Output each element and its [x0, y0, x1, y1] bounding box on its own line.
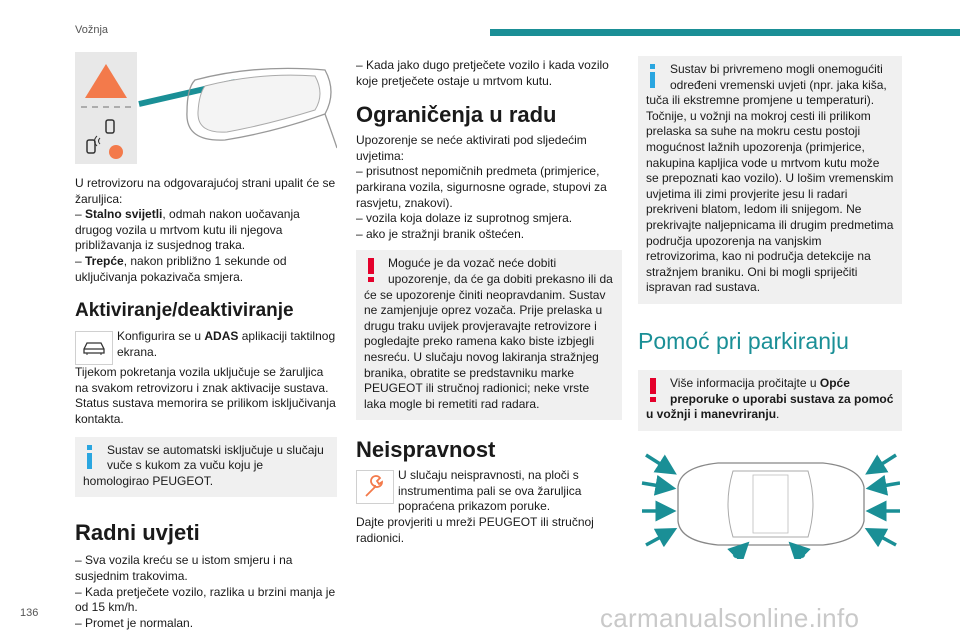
parking-warning-box: Više informacija pročitajte u Opće preporuke o uporabi sustava za pomoć u vožnji i manevriranju. — [638, 370, 902, 431]
heading-conditions: Radni uvjeti — [75, 520, 200, 546]
page-number: 136 — [20, 607, 39, 619]
limit-3: – ako je stražnji branik oštećen. — [356, 226, 525, 241]
item-steady: – Stalno svijetli, odmah nakon uočavanja drugog vozila u mrtvom kutu ili njegova približavanja iz susjednog traka. — [75, 207, 300, 253]
heading-limits: Ograničenja u radu — [356, 102, 557, 128]
exclamation-icon — [364, 256, 386, 286]
exclamation-icon — [646, 376, 668, 406]
limits-intro: Upozorenje se neće aktivirati pod sljedećim uvjetima: — [356, 133, 587, 163]
fault-text-2: Dajte provjeriti u mreži PEUGEOT ili stručnoj radionici. — [356, 515, 594, 545]
limit-1: – prisutnost nepomičnih predmeta (primjerice, parkirana vozila, sigurnosne ograde, stupovi za rasvjetu, znakovi). — [356, 164, 607, 210]
condition-2: – Kada pretječete vozilo, razlika u brzini manja je od 15 km/h. — [75, 584, 336, 615]
condition-3: – Promet je normalan. — [75, 615, 194, 630]
fault-paragraph: U slučaju neispravnosti, na ploči s instrumentima pali se ova žaruljica popraćena prikazom poruke. — [356, 468, 622, 515]
heading-fault: Neispravnost — [356, 437, 496, 463]
condition-1: – Sva vozila kreću se u istom smjeru i na susjednim trakovima. — [75, 553, 293, 583]
item-flashing: – Trepće, nakon približno 1 sekunde od uključivanja pokazivača smjera. — [75, 253, 287, 284]
mirror-illustration — [75, 52, 337, 164]
adas-paragraph: Konfigurira se u ADAS aplikaciji taktilnog ekrana. — [75, 329, 337, 360]
section-label: Vožnja — [75, 24, 109, 36]
warning-box: Moguće je da vozač neće dobiti upozorenje, da će ga dobiti prekasno ili da će se upozorenje činiti neopravdanim. Sustav ne zamjenjuje oprez vozača. Prije prelaska u drugu traku uvijek provjeravajte retrovizore i pogledajte preko ramena kako biste izbjegli nesreću. U slučaju novog lakiranja stražnjeg branika, obratite se predstavniku marke PEUGEOT ili stručnoj radionici; neke vrste laka mogle bi remetiti rad radara. — [356, 250, 622, 420]
heading-parking: Pomoć pri parkiranju — [638, 327, 849, 354]
column-2 — [356, 58, 622, 546]
column-3 — [638, 56, 902, 559]
activation-text: Tijekom pokretanja vozila uključuje se žaruljica na svakom retrovizoru i znak aktivacije sustava. Status sustava memorira se prilikom isključivanja kontakta. — [75, 365, 336, 426]
parking-sensors-illustration — [638, 449, 902, 559]
condition-4: – Kada jako dugo pretječete vozilo i kada vozilo koje pretječete ostaje u mrtvom kutu. — [356, 58, 609, 88]
mirror-intro: U retrovizoru na odgovarajućoj strani upalit će se žaruljica: — [75, 176, 336, 206]
watermark: carmanualsonline.info — [600, 603, 860, 633]
limit-2: – vozila koja dolaze iz suprotnog smjera. — [356, 211, 573, 226]
info-icon — [83, 443, 105, 473]
info-box-weather: Sustav bi privremeno mogli onemogućiti određeni vremenski uvjeti (npr. jaka kiša, tuča ili ekstremne promjene u temperaturi). Točnije, u vožnji na mokroj cesti ili prilikom prelaska sa suhe na mokru cestu postoji mogućnost lažnih upozorenja (primjerice, nakupina kapljica vode u mrtvom kutu može se prepoznati kao vozilo). U lošim vremenskim uvjetima ili zimi provjerite jesu li radari prekriveni blatom, ledom ili snijegom. Ne prekrivajte naljepnicama ili drugim predmetima područja upozorenja na vanjskim retrovizorima, kao ni područja detekcije na stražnjem braniku. Oni bi mogli spriječiti ispravan rad sustava. — [638, 56, 902, 304]
info-icon — [646, 62, 668, 92]
info-box-tow: Sustav se automatski isključuje u slučaju vuče s kukom za vuču koju je homologirao PEUGEOT. — [75, 437, 337, 498]
column-1 — [75, 52, 337, 631]
header-bar — [490, 29, 960, 36]
car-outline-icon — [75, 331, 113, 365]
wrench-icon — [356, 470, 394, 504]
heading-activation: Aktiviranje/deaktiviranje — [75, 300, 294, 322]
